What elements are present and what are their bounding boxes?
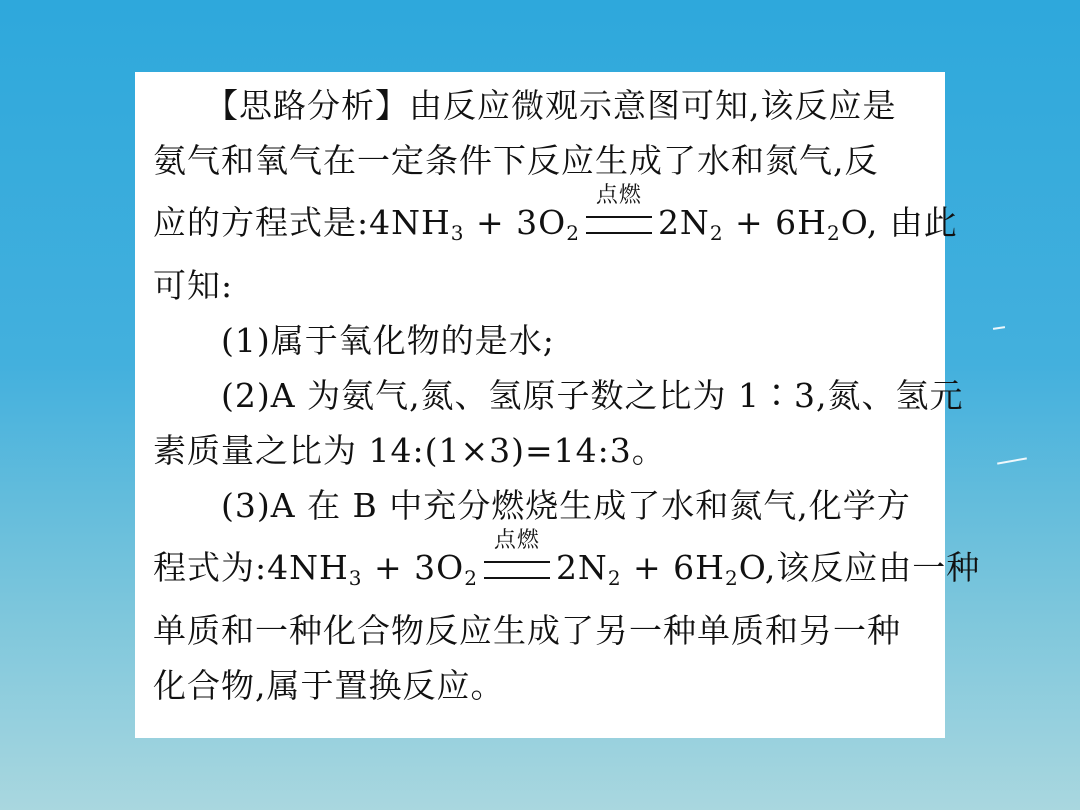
equation-line-2 xyxy=(153,528,981,603)
analysis-text: 【思路分析】由反应微观示意图可知,该反应是 xyxy=(205,86,897,125)
point-3: (3)A 在 B 中充分燃烧生成了水和氮气,化学方 xyxy=(221,486,911,525)
point-1: (1)属于氧化物的是水; xyxy=(221,321,555,360)
subscript: 2 xyxy=(709,221,724,245)
content-card xyxy=(135,72,981,738)
paragraph-line-11: 化合物,属于置换反应。 xyxy=(153,666,505,705)
product-h2o: + 6H xyxy=(723,203,827,242)
equation-trailing-text: ,该反应由一种 xyxy=(764,548,981,587)
subscript: 2 xyxy=(607,566,622,590)
decorative-line-2 xyxy=(997,457,1027,464)
reactant-nh3: 4NH xyxy=(267,548,349,587)
subscript: 3 xyxy=(348,566,363,590)
subscript: 2 xyxy=(464,566,478,590)
subscript: 2 xyxy=(826,221,841,245)
subscript: 2 xyxy=(724,566,739,590)
product-n2: 2N xyxy=(555,548,608,587)
reaction-condition: 点燃 xyxy=(493,528,540,553)
product-h2o: + 6H xyxy=(621,548,725,587)
paragraph-line-10: 单质和一种化合物反应生成了另一种单质和另一种 xyxy=(153,611,901,650)
reactant-o2: + 3O xyxy=(362,548,465,587)
product-n2: 2N xyxy=(657,203,710,242)
paragraph-line-1 xyxy=(153,78,927,133)
reaction-condition: 点燃 xyxy=(595,183,642,208)
subscript: 3 xyxy=(450,221,465,245)
equation-trailing-text: , 由此 xyxy=(866,203,958,242)
subscript: 2 xyxy=(566,221,580,245)
point-2: (2)A 为氨气,氮、氢原子数之比为 1∶3,氮、氢元 xyxy=(221,376,964,415)
reaction-arrow xyxy=(484,528,550,579)
paragraph-line-4: 可知: xyxy=(153,266,234,305)
reaction-arrow xyxy=(586,183,652,234)
product-h2o-tail: O xyxy=(840,203,867,242)
paragraph-line-2: 氨气和氧气在一定条件下反应生成了水和氮气,反 xyxy=(153,141,879,180)
equation-intro: 程式为: xyxy=(153,548,268,587)
product-h2o-tail: O xyxy=(738,548,765,587)
equation-line-1 xyxy=(153,183,958,258)
reactant-nh3: 4NH xyxy=(369,203,451,242)
reactant-o2: + 3O xyxy=(464,203,567,242)
decorative-line-1 xyxy=(993,326,1005,330)
point-2-continued: 素质量之比为 14:(1×3)=14:3。 xyxy=(153,431,666,470)
equation-intro: 应的方程式是: xyxy=(153,203,370,242)
